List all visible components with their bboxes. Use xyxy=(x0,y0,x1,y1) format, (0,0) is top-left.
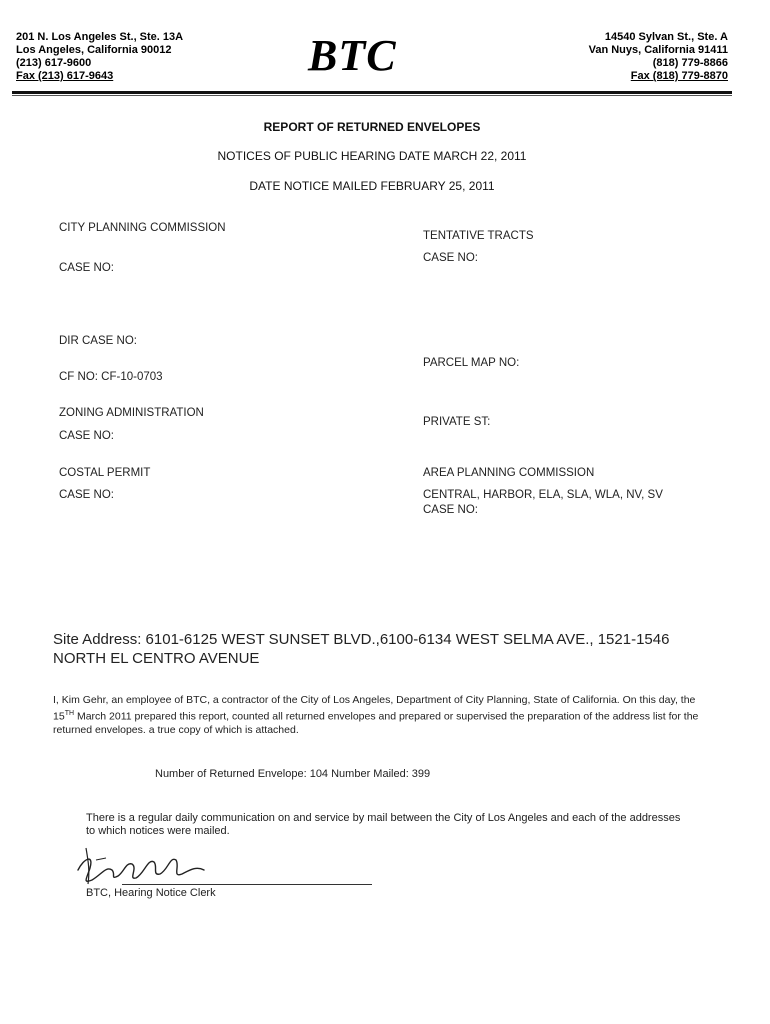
area-planning-label: AREA PLANNING COMMISSION xyxy=(423,467,595,479)
dir-case-label: DIR CASE NO: xyxy=(59,335,137,347)
site-address xyxy=(53,630,713,668)
envelope-counts: Number of Returned Envelope: 104 Number Mailed: 399 xyxy=(155,768,431,780)
private-st-label: PRIVATE ST: xyxy=(423,416,491,428)
costal-permit-label: COSTAL PERMIT xyxy=(59,467,151,479)
hearing-date-line: NOTICES OF PUBLIC HEARING DATE MARCH 22, 2011 xyxy=(217,149,527,163)
clerk-title: BTC, Hearing Notice Clerk xyxy=(86,887,216,899)
btc-logo: BTC xyxy=(308,31,397,80)
right-address-block xyxy=(589,31,728,83)
right-address-line: Van Nuys, California 91411 xyxy=(588,44,728,56)
area-list: CENTRAL, HARBOR, ELA, SLA, WLA, NV, SV xyxy=(423,489,663,501)
left-phone: (213) 617-9600 xyxy=(16,57,92,69)
zoning-label: ZONING ADMINISTRATION xyxy=(59,407,204,419)
area-case-label: CASE NO: xyxy=(423,504,478,516)
statement-text: I, Kim Gehr, an employee of BTC, a contractor of the City of Los Angeles, Department of City Planning, State of California. On this day, the 15 xyxy=(53,694,696,723)
city-planning-label: CITY PLANNING COMMISSION xyxy=(59,222,226,234)
right-fax: Fax (818) 779-8870 xyxy=(630,70,728,82)
zoning-case-label: CASE NO: xyxy=(59,430,114,442)
left-address-line: 201 N. Los Angeles St., Ste. 13A xyxy=(16,31,184,43)
city-case-label: CASE NO: xyxy=(59,262,114,274)
site-address-line: Site Address: 6101-6125 WEST SUNSET BLVD.,6100-6134 WEST SELMA AVE., 1521-1546 xyxy=(53,631,670,648)
mailed-date-line: DATE NOTICE MAILED FEBRUARY 25, 2011 xyxy=(249,179,495,193)
tentative-case-label: CASE NO: xyxy=(423,252,478,264)
left-fax: Fax (213) 617-9643 xyxy=(16,70,114,82)
left-address-line: Los Angeles, California 90012 xyxy=(16,44,172,56)
right-address-line: 14540 Sylvan St., Ste. A xyxy=(604,31,728,43)
statement-text: March 2011 prepared this report, counted all returned envelopes and prepared or supervised the preparation of the address list for the returned envelopes. a true copy of which is attached. xyxy=(53,710,699,736)
header-divider-thin xyxy=(12,95,732,96)
report-title: REPORT OF RETURNED ENVELOPES xyxy=(263,120,481,134)
statement-ordinal: TH xyxy=(64,710,75,717)
handwritten-signature xyxy=(72,840,232,888)
clerk-statement xyxy=(53,694,713,737)
right-phone: (818) 779-8866 xyxy=(652,57,728,69)
communication-statement: There is a regular daily communication on and service by mail between the City of Los Angeles and each of the addresses to which notices were mailed. xyxy=(86,812,681,837)
tentative-tracts-label: TENTATIVE TRACTS xyxy=(423,230,534,242)
costal-case-label: CASE NO: xyxy=(59,489,114,501)
cf-number: CF NO: CF-10-0703 xyxy=(59,371,163,383)
site-address-line: NORTH EL CENTRO AVENUE xyxy=(53,650,260,667)
parcel-map-label: PARCEL MAP NO: xyxy=(423,357,520,369)
header-divider xyxy=(12,91,732,94)
signature-line xyxy=(122,884,372,885)
left-address-block xyxy=(16,31,183,83)
